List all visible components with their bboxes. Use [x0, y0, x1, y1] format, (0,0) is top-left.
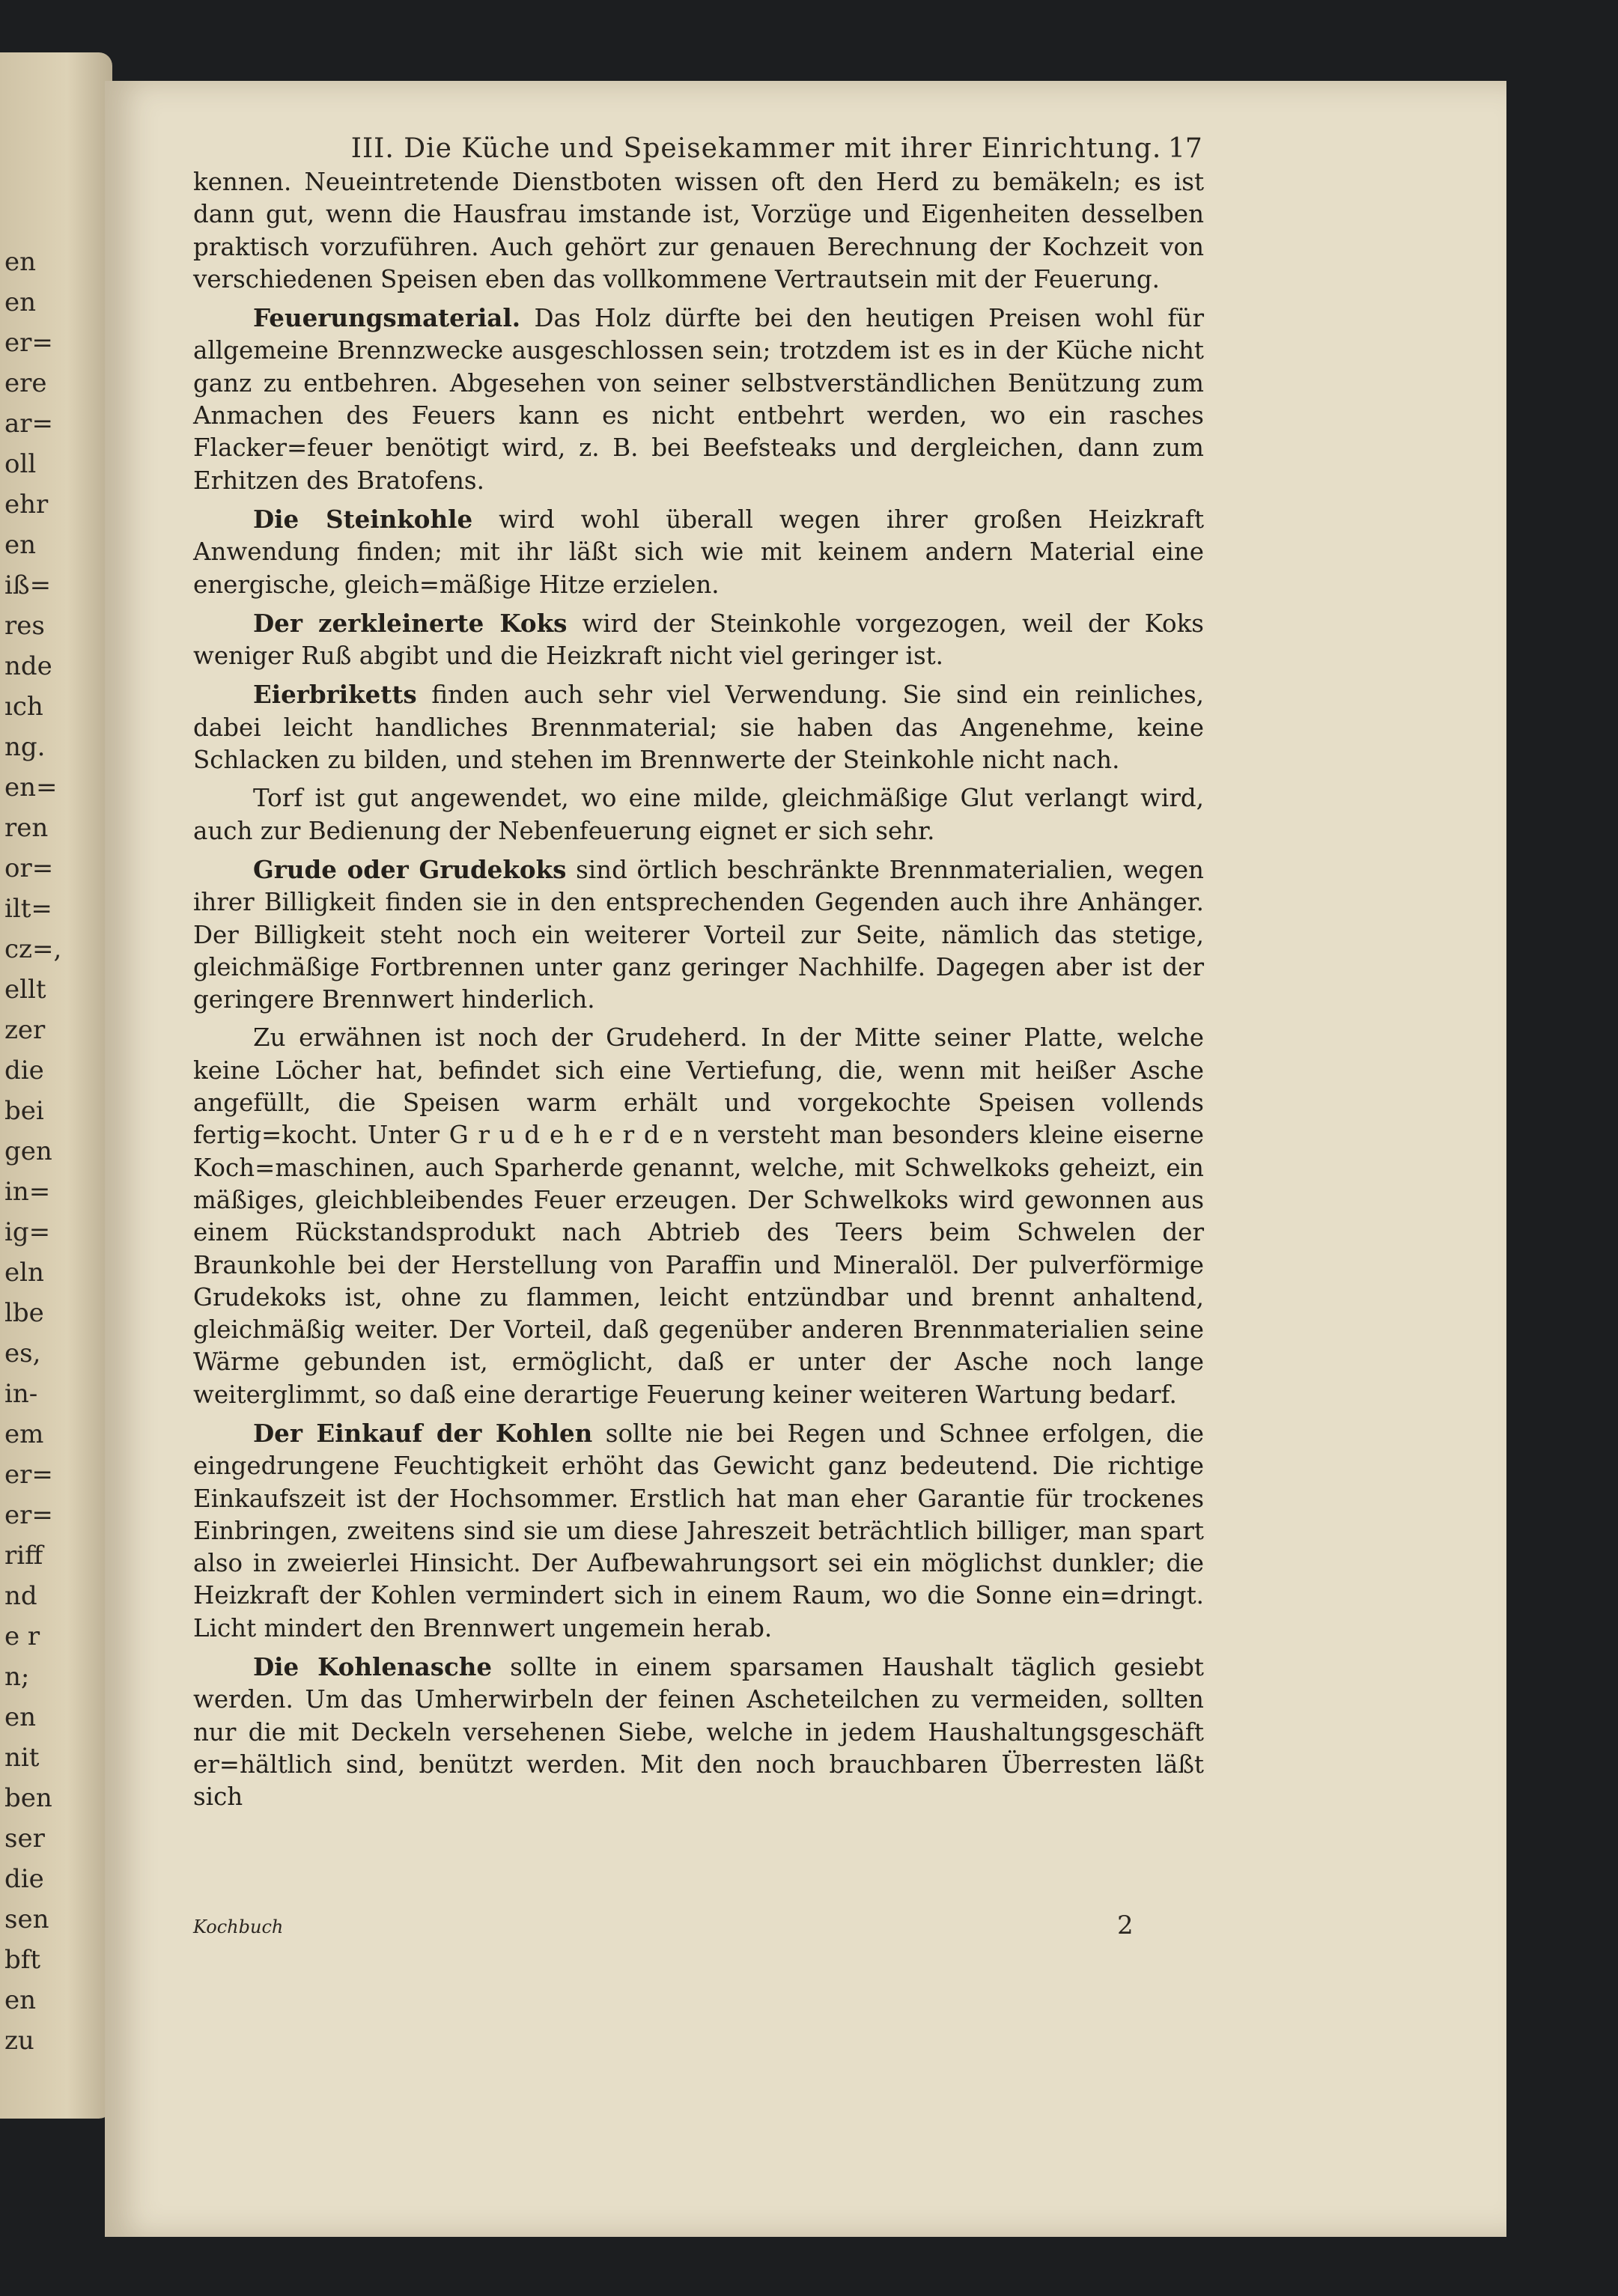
- left-page-fragment: em: [4, 1419, 44, 1449]
- left-page-fragment: er=: [4, 1460, 53, 1490]
- left-page-fragment: en: [4, 247, 37, 277]
- left-page-edge: [0, 52, 112, 2119]
- left-page-fragment: ar=: [4, 409, 54, 439]
- paragraph-lead: Grude oder Grudekoks: [253, 854, 567, 884]
- left-page-fragment: cz=,: [4, 934, 62, 964]
- paragraph-lead: Die Steinkohle: [253, 504, 473, 534]
- paragraph: Feuerungsmaterial. Das Holz dürfte bei den heutigen Preisen wohl für allgemeine Brennzwecke ausgeschlossen sein; trotzdem ist es in der Küche nicht ganz zu entbehren. Abgesehen von seiner selbstverständlichen Benützung zum Anmachen des Feuers kann es nicht entbehrt werden, wo ein rasches Flacker=feuer benötigt wird, z. B. bei Beefsteaks und dergleichen, dann zum Erhitzen des Bratofens.: [193, 303, 1204, 495]
- left-page-fragment: zu: [4, 2026, 34, 2056]
- signature-mark: Kochbuch: [193, 1916, 284, 1937]
- left-page-fragment: ben: [4, 1783, 52, 1813]
- left-page-fragment: eln: [4, 1258, 44, 1288]
- left-page-fragment: er=: [4, 1500, 53, 1530]
- left-page-fragment: riff: [4, 1541, 43, 1571]
- paragraph-lead: Eierbriketts: [253, 680, 417, 710]
- paragraph: Die Kohlenasche sollte in einem sparsamen Haushalt täglich gesiebt werden. Um das Umherwirbeln der feinen Ascheteilchen zu vermeiden, sollten nur die mit Deckeln versehenen Siebe, welche in jedem Haushaltungsgeschäft er=hältlich sind, benützt werden. Mit den noch brauchbaren Überresten läßt sich: [193, 1652, 1204, 1812]
- left-page-fragment: die: [4, 1864, 44, 1894]
- left-page-fragment: in-: [4, 1379, 38, 1409]
- paragraph: Die Steinkohle wird wohl überall wegen ihrer großen Heizkraft Anwendung finden; mit ihr läßt sich wie mit keinem andern Material eine energische, gleich=mäßige Hitze erzielen.: [193, 504, 1204, 599]
- left-page-fragment: nit: [4, 1743, 40, 1773]
- left-page-fragment: er=: [4, 328, 53, 358]
- running-header: III. Die Küche und Speisekammer mit ihrer Einrichtung.: [350, 133, 1162, 164]
- paragraph-lead: Der Einkauf der Kohlen: [253, 1418, 593, 1448]
- left-page-fragment: n;: [4, 1662, 30, 1692]
- left-page-fragment: ren: [4, 813, 49, 843]
- left-page-fragment: ıch: [4, 692, 43, 722]
- left-page-fragment: res: [4, 611, 45, 641]
- left-page-fragment: bft: [4, 1945, 41, 1975]
- paragraph-lead: Die Kohlenasche: [253, 1652, 493, 1682]
- paragraph: Zu erwähnen ist noch der Grudeherd. In der Mitte seiner Platte, welche keine Löcher hat, befindet sich eine Vertiefung, die, wenn mit heißer Asche angefüllt, die Speisen warm erhält und vorgekochte Speisen vollends fertig=kocht. Unter G r u d e h e r d e n versteht man besonders kleine eiserne Koch=maschinen, auch Sparherde genannt, welche, mit Schwelkoks geheizt, ein mäßiges, gleichbleibendes Feuer erzeugen. Der Schwelkoks wird gewonnen aus einem Rückstandsprodukt nach Abtrieb des Teers beim Schwelen der Braunkohle bei der Herstellung von Paraffin und Mineralöl. Der pulverförmige Grudekoks ist, ohne zu flammen, leicht entzündbar und brennt anhaltend, gleichmäßig weiter. Der Vorteil, daß gegenüber anderen Brennmaterialien seine Wärme gebunden ist, ermöglicht, daß er unter der Asche noch lange weiterglimmt, so daß eine derartige Feuerung keiner weiteren Wartung bedarf.: [193, 1023, 1204, 1409]
- page-number: 17: [1168, 133, 1202, 164]
- left-page-fragment: ig=: [4, 1217, 51, 1247]
- left-page-fragment: en: [4, 1985, 37, 2015]
- left-page-fragment: nde: [4, 651, 52, 681]
- left-page-fragment: zer: [4, 1015, 46, 1045]
- left-page-fragment: bei: [4, 1096, 44, 1126]
- left-page-fragment: ehr: [4, 490, 49, 520]
- paragraph-lead: Feuerungsmaterial.: [253, 303, 521, 333]
- paragraph: Grude oder Grudekoks sind örtlich beschränkte Brennmaterialien, wegen ihrer Billigkeit finden sie in den entsprechenden Gegenden auch ihre Anhänger. Der Billigkeit steht noch ein weiterer Vorteil zur Seite, nämlich das stetige, gleichmäßige Fortbrennen unter ganz geringer Nachhilfe. Dagegen aber ist der geringere Brennwert hinderlich.: [193, 854, 1204, 1014]
- paragraph: Torf ist gut angewendet, wo eine milde, gleichmäßige Glut verlangt wird, auch zur Bedienung der Nebenfeuerung eignet er sich sehr.: [193, 784, 1204, 845]
- left-page-fragment: en: [4, 530, 37, 560]
- left-page-fragment: e r: [4, 1621, 40, 1651]
- left-page-fragment: en: [4, 287, 37, 317]
- body-text: [193, 166, 1204, 1820]
- left-page-fragment: in=: [4, 1177, 51, 1207]
- left-page-fragment: es,: [4, 1339, 41, 1368]
- left-page-fragment: gen: [4, 1136, 52, 1166]
- left-page-fragment: ellt: [4, 975, 46, 1005]
- left-page-fragment: sen: [4, 1904, 49, 1934]
- left-page-fragment: die: [4, 1056, 44, 1085]
- left-page-fragment: or=: [4, 853, 54, 883]
- left-page-fragment: en=: [4, 773, 58, 803]
- left-page-fragment: ng.: [4, 732, 46, 762]
- left-page-fragment: lbe: [4, 1298, 44, 1328]
- sheet-number: 2: [1117, 1910, 1134, 1940]
- left-page-fragment: nd: [4, 1581, 37, 1611]
- left-page-fragment: en: [4, 1702, 37, 1732]
- paragraph: Der Einkauf der Kohlen sollte nie bei Regen und Schnee erfolgen, die eingedrungene Feuchtigkeit erhöht das Gewicht ganz bedeutend. Die richtige Einkaufszeit ist der Hochsommer. Erstlich hat man eher Garantie für trockenes Einbringen, zweitens sind sie um diese Jahreszeit beträchtlich billiger, man spart also in zweierlei Hinsicht. Der Aufbewahrungsort sei ein möglichst dunkler; die Heizkraft der Kohlen vermindert sich in einem Raum, wo die Sonne ein=dringt. Licht mindert den Brennwert ungemein herab.: [193, 1418, 1204, 1642]
- left-page-fragment: ere: [4, 368, 47, 398]
- paragraph-lead: Der zerkleinerte Koks: [253, 608, 568, 638]
- paragraph: Eierbriketts finden auch sehr viel Verwendung. Sie sind ein reinliches, dabei leicht handliches Brennmaterial; sie haben das Angenehme, keine Schlacken zu bilden, und stehen im Brennwerte der Steinkohle nicht nach.: [193, 680, 1204, 775]
- left-page-fragment: oll: [4, 449, 37, 479]
- left-page-fragment: ilt=: [4, 894, 52, 924]
- left-page-fragment: ser: [4, 1824, 45, 1854]
- paragraph: Der zerkleinerte Koks wird der Steinkohle vorgezogen, weil der Koks weniger Ruß abgibt und die Heizkraft nicht viel geringer ist.: [193, 608, 1204, 671]
- left-page-fragment: iß=: [4, 570, 52, 600]
- paragraph: kennen. Neueintretende Dienstboten wissen oft den Herd zu bemäkeln; es ist dann gut, wenn die Hausfrau imstande ist, Vorzüge und Eigenheiten desselben praktisch vorzuführen. Auch gehört zur genauen Berechnung der Kochzeit von verschiedenen Speisen eben das vollkommene Vertrautsein mit der Feuerung.: [193, 168, 1204, 293]
